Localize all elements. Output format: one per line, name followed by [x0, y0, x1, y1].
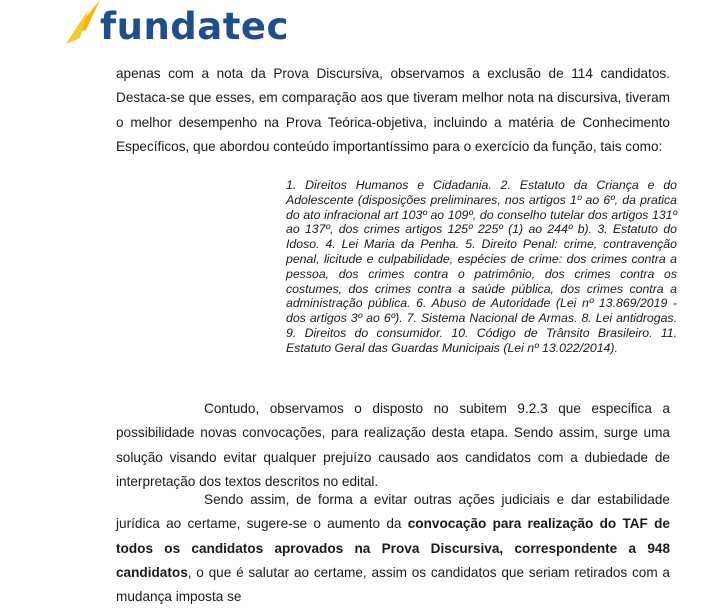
paragraph-sugestao-end: , o que é salutar ao certame, assim os candidatos que seriam retirados com a mudança imposta se — [116, 564, 670, 605]
paragraph-intro: apenas com a nota da Prova Discursiva, observamos a exclusão de 114 candidatos. Destaca-se que esses, em comparação aos que tiveram melhor nota na discursiva, tiveram o melhor desempenho na Prova Teórica-objetiva, incluindo a matéria de Conhecimento Específicos, que abordou conteúdo importantíssimo para o exercício da função, tais como: — [116, 66, 670, 154]
paragraph-sugestao — [116, 488, 670, 609]
syllabus-quote: 1. Direitos Humanos e Cidadania. 2. Estatuto da Criança e do Adolescente (disposições preliminares, nos artigos 1º ao 6º, da pratica do ato infracional art 103º ao 109º, do conselho tutelar dos artigos 131º ao 137º, dos crimes artigos 125º 225º (1) ao 244º b). 3. Estatuto do Idoso. 4. Lei Maria da Penha. 5. Direito Penal: crime, contravenção penal, licitude e culpabilidade, espécies de crime: dos crimes contra a pessoa, dos crimes contra o patrimônio, dos crimes contra os costumes, dos crimes contra a saúde pública, dos crimes contra a administração pública. 6. Abuso de Autoridade (Lei nº 13.869/2019 - dos artigos 3º ao 6º). 7. Sistema Nacional de Armas. 8. Lei antidrogas. 9. Direitos do consumidor. 10. Código de Trânsito Brasileiro. 11. Estatuto Geral das Guardas Municipais (Lei nº 13.022/2014). — [286, 178, 677, 355]
paragraph-contudo: Contudo, observamos o disposto no subitem 9.2.3 que especifica a possibilidade novas convocações, para realização desta etapa. Sendo assim, surge uma solução visando evitar qualquer prejuízo causado aos candidatos com a dubiedade de interpretação dos textos descritos no edital. — [116, 401, 670, 489]
fundatec-logo — [66, 0, 289, 56]
paragraph-sugestao-emphasis: convocação para realização do TAF de todos os candidatos aprovados na Prova Discursiva, correspondente a 948 candidatos — [116, 516, 670, 580]
brand-wordmark: fundatec — [100, 5, 289, 48]
paragraph-sugestao-start: Sendo assim, de forma a evitar outras ações judiciais e dar estabilidade jurídica ao certame, sugere-se o aumento da — [116, 492, 670, 532]
